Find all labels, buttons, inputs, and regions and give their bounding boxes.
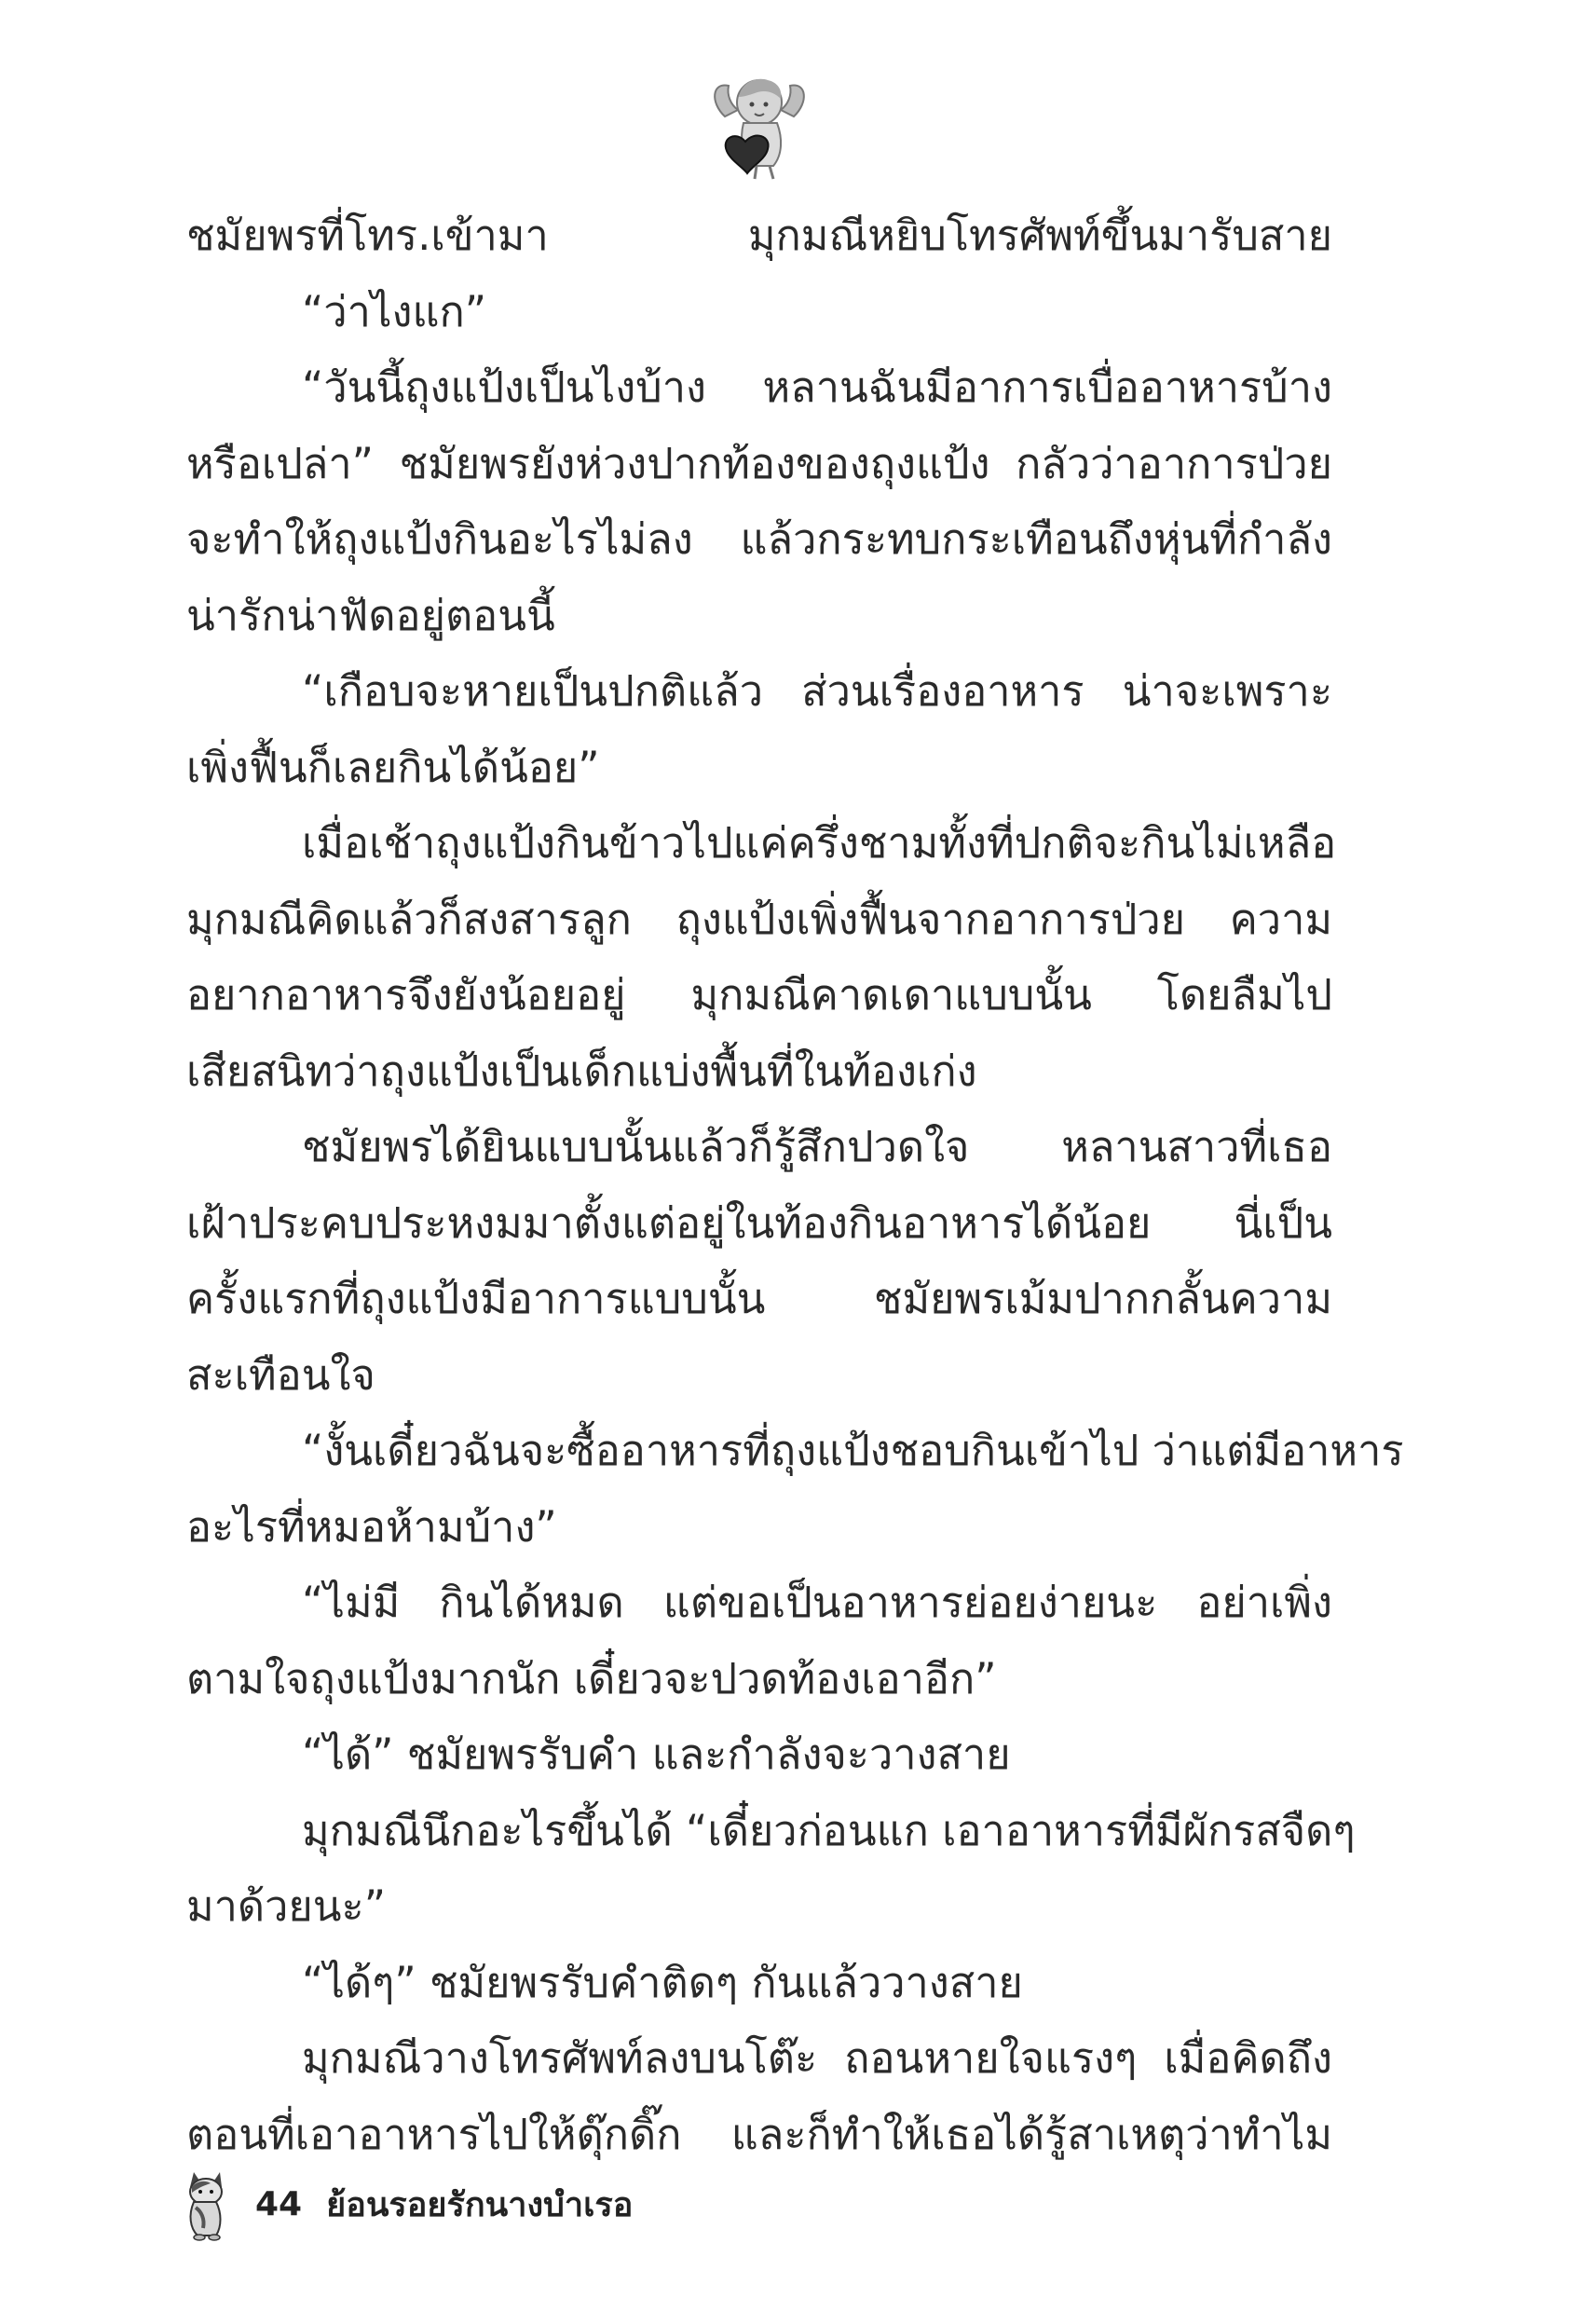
book-title: ย้อนรอยรักนางบำเรอ [326,2185,634,2224]
text-line: “ว่าไงแก” [302,286,487,336]
page-number: 44 [255,2184,303,2223]
text-line: จะทำให้ถุงแป้งกินอะไรไม่ลง แล้วกระทบกระเทือนถึงหุ่นที่กำลัง [186,514,1332,564]
text-line: มุกมณีวางโทรศัพท์ลงบนโต๊ะ ถอนหายใจแรงๆ เมื่อคิดถึง [302,2033,1332,2083]
text-line: ตามใจถุงแป้งมากนัก เดี๋ยวจะปวดท้องเอาอีก” [186,1653,997,1703]
text-line: สะเทือนใจ [186,1349,375,1400]
text-line: ชมัยพรที่โทร.เข้ามา มุกมณีหยิบโทรศัพท์ขึ้นมารับสาย [186,211,1332,260]
text-line: “เกือบจะหายเป็นปกติแล้ว ส่วนเรื่องอาหาร น่าจะเพราะ [302,666,1332,716]
text-line: มุกมณีนึกอะไรขึ้นได้ “เดี๋ยวก่อนแก เอาอาหารที่มีผักรสจืดๆ [302,1805,1356,1855]
text-line: อะไรที่หมอห้ามบ้าง” [186,1501,557,1552]
text-line: เฝ้าประคบประหงมมาตั้งแต่อยู่ในท้องกินอาหารได้น้อย นี่เป็น [186,1197,1332,1248]
text-line: มุกมณีคิดแล้วก็สงสารลูก ถุงแป้งเพิ่งฟื้นจากอาการป่วย ความ [186,894,1332,944]
text-line: เสียสนิทว่าถุงแป้งเป็นเด็กแบ่งพื้นที่ในท้องเก่ง [186,1046,977,1096]
text-line: “วันนี้ถุงแป้งเป็นไงบ้าง หลานฉันมีอาการเบื่ออาหารบ้าง [302,362,1332,412]
text-line: ชมัยพรได้ยินแบบนั้นแล้วก็รู้สึกปวดใจ หลานสาวที่เธอ [302,1122,1332,1171]
cherub-with-heart-icon [708,65,811,182]
text-line: อยากอาหารจึงยังน้อยอยู่ มุกมณีคาดเดาแบบนั้น โดยลืมไป [186,970,1332,1019]
page-body [186,198,1404,2172]
kitten-icon [177,2167,233,2241]
text-line: มาด้วยนะ” [186,1881,387,1931]
text-line: เมื่อเช้าถุงแป้งกินข้าวไปแค่ครึ่งชามทั้งที่ปกติจะกินไม่เหลือ [302,818,1337,868]
text-line: เพิ่งฟื้นก็เลยกินได้น้อย” [186,742,600,792]
text-line: ตอนที่เอาอาหารไปให้ดุ๊กดิ๊ก และก็ทำให้เธอได้รู้สาเหตุว่าทำไม [186,2109,1332,2159]
text-line: “ได้” ชมัยพรรับคำ และกำลังจะวางสาย [302,1730,1011,1779]
text-line: “งั้นเดี๋ยวฉันจะซื้ออาหารที่ถุงแป้งชอบกินเข้าไป ว่าแต่มีอาหาร [302,1426,1404,1475]
text-line: น่ารักน่าฟัดอยู่ตอนนี้ [186,590,555,640]
text-line: ครั้งแรกที่ถุงแป้งมีอาการแบบนั้น ชมัยพรเม้มปากกลั้นความ [186,1274,1332,1323]
text-line: หรือเปล่า” ชมัยพรยังห่วงปากท้องของถุงแป้ง กลัวว่าอาการป่วย [186,438,1332,488]
page-footer [177,2167,633,2241]
text-line: “ไม่มี กินได้หมด แต่ขอเป็นอาหารย่อยง่ายนะ อย่าเพิ่ง [302,1578,1332,1627]
text-line: “ได้ๆ” ชมัยพรรับคำติดๆ กันแล้ววางสาย [302,1957,1023,2007]
